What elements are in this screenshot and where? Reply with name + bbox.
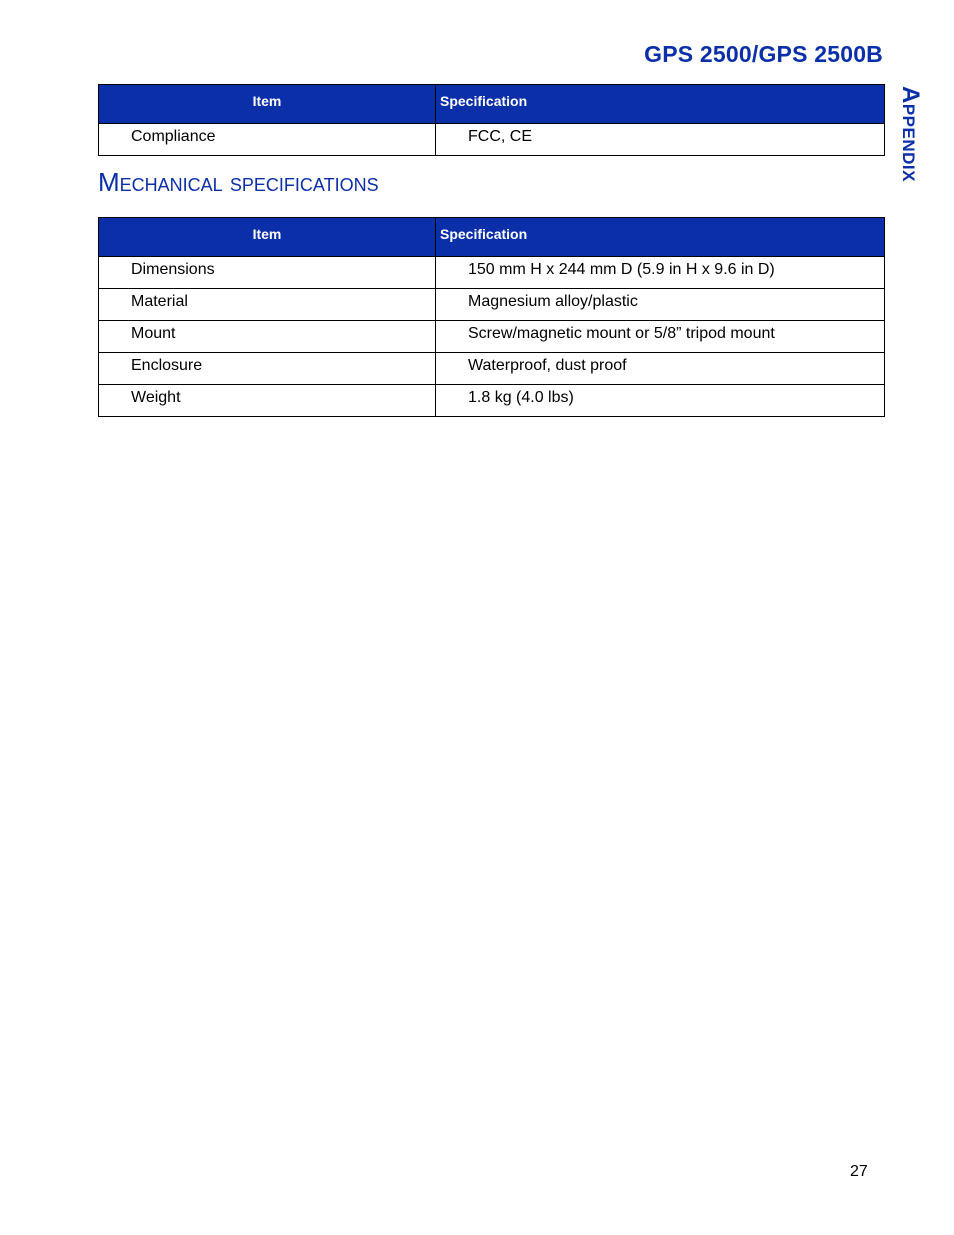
column-header-specification: Specification <box>436 85 885 124</box>
item-cell: Compliance <box>99 124 436 156</box>
specification-cell: 1.8 kg (4.0 lbs) <box>436 385 885 417</box>
table-row <box>99 321 885 353</box>
table-row <box>99 353 885 385</box>
document-title: GPS 2500/GPS 2500B <box>644 41 883 67</box>
specification-cell: Screw/magnetic mount or 5/8” tripod mount <box>436 321 885 353</box>
column-header-item: Item <box>99 218 436 257</box>
column-header-specification: Specification <box>436 218 885 257</box>
specification-cell: 150 mm H x 244 mm D (5.9 in H x 9.6 in D) <box>436 257 885 289</box>
table-row <box>99 289 885 321</box>
table-header-row <box>99 85 885 124</box>
item-cell: Enclosure <box>99 353 436 385</box>
page-number: 27 <box>850 1163 868 1180</box>
item-cell: Material <box>99 289 436 321</box>
appendix-side-tab-label: Appendix <box>897 86 924 182</box>
compliance-spec-table <box>98 84 885 156</box>
specification-cell: FCC, CE <box>436 124 885 156</box>
table-header-row <box>99 218 885 257</box>
specification-cell: Waterproof, dust proof <box>436 353 885 385</box>
table-row <box>99 124 885 156</box>
column-header-item: Item <box>99 85 436 124</box>
specification-cell: Magnesium alloy/plastic <box>436 289 885 321</box>
table-row <box>99 385 885 417</box>
mechanical-spec-table <box>98 217 885 417</box>
item-cell: Dimensions <box>99 257 436 289</box>
item-cell: Mount <box>99 321 436 353</box>
section-heading-mechanical: Mechanical specifications <box>98 167 379 197</box>
table-row <box>99 257 885 289</box>
appendix-side-tab <box>898 86 922 220</box>
item-cell: Weight <box>99 385 436 417</box>
